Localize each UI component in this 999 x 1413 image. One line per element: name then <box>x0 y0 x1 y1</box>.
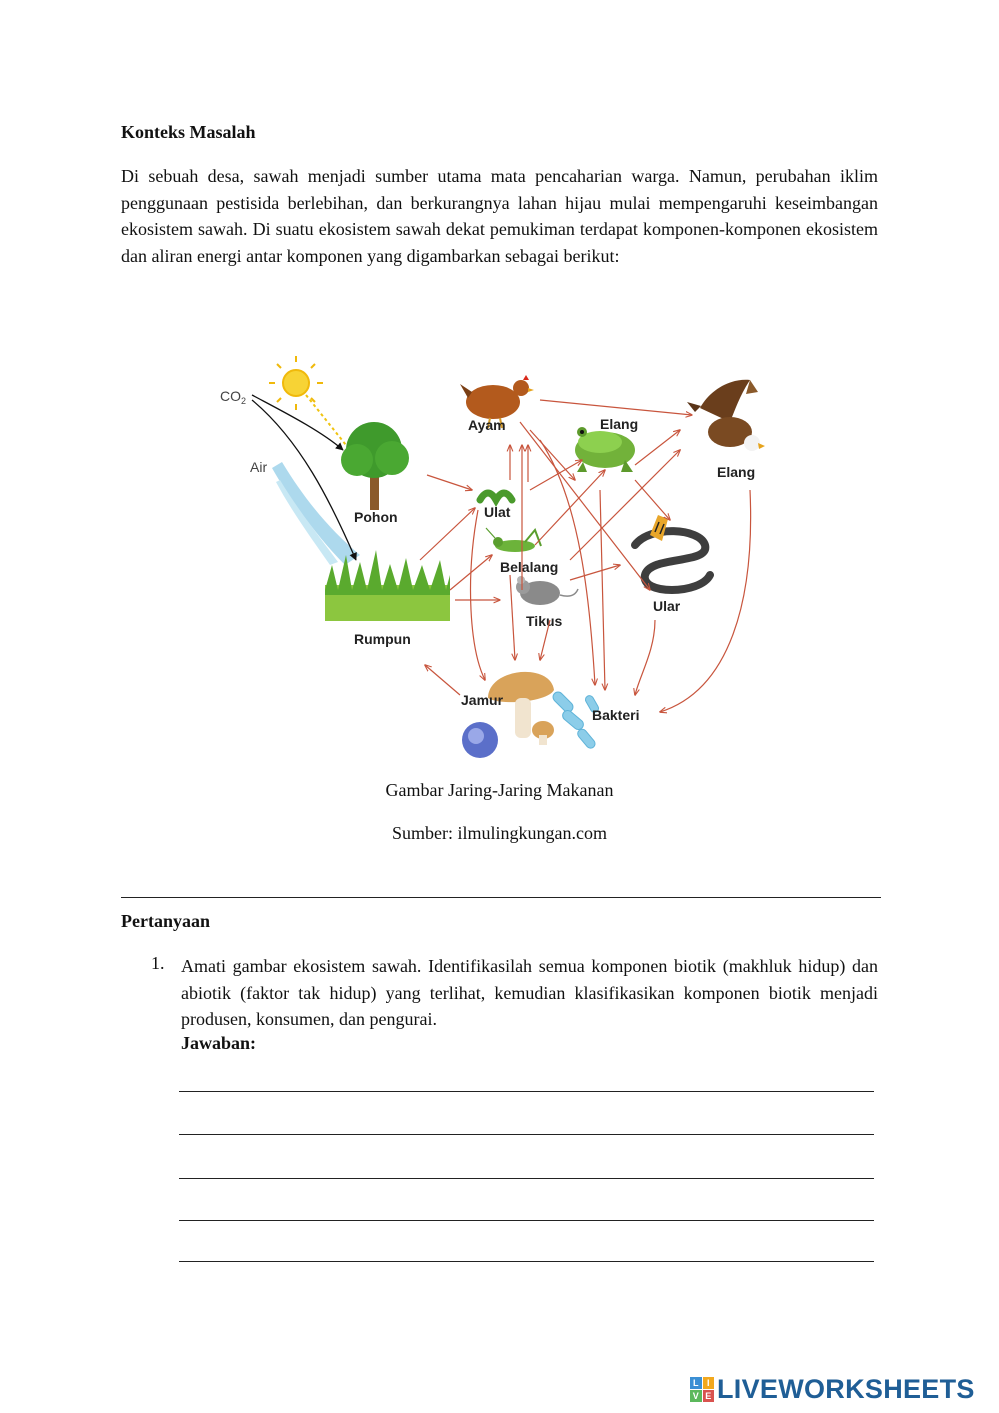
diagram-source: Sumber: ilmulingkungan.com <box>392 823 607 843</box>
questions-title: Pertanyaan <box>121 911 210 931</box>
tree-icon <box>341 422 409 510</box>
diagram-caption: Gambar Jaring-Jaring Makanan <box>385 780 614 800</box>
liveworksheets-name: LIVEWORKSHEETS <box>717 1373 975 1404</box>
answer-line[interactable] <box>179 1261 874 1262</box>
frog-icon <box>575 427 635 472</box>
ular-label: Ular <box>653 598 681 614</box>
elang-frog-label: Elang <box>600 416 639 432</box>
context-paragraph: Di sebuah desa, sawah menjadi sumber utama mata pencaharian warga. Namun, perubahan iklim penggunaan pestisida berlebihan, dan berkurangnya lahan hijau mulai mempengaruhi keseimbangan ekosistem sawah. Di suatu ekosistem sawah dekat pemukiman terdapat komponen-komponen ekosistem dan aliran energi antar komponen yang digambarkan sebagai berikut: <box>121 166 878 266</box>
ulat-label: Ulat <box>484 504 511 520</box>
section-divider <box>121 897 881 898</box>
elang-label: Elang <box>717 464 756 480</box>
sun-icon <box>269 356 323 410</box>
context-title: Konteks Masalah <box>121 122 256 142</box>
answer-line[interactable] <box>179 1178 874 1179</box>
answer-line[interactable] <box>179 1220 874 1221</box>
rumpun-label: Rumpun <box>354 631 411 647</box>
answer-label: Jawaban: <box>181 1033 257 1053</box>
caterpillar-icon <box>480 493 512 500</box>
ayam-label: Ayam <box>468 417 506 433</box>
water-icon <box>272 462 360 565</box>
jamur-label: Jamur <box>461 692 504 708</box>
liveworksheets-brand <box>690 1372 975 1406</box>
snake-icon <box>635 515 710 590</box>
grasshopper-icon <box>486 528 541 552</box>
mouse-icon <box>516 576 578 605</box>
answer-line[interactable] <box>179 1091 874 1092</box>
belalang-label: Belalang <box>500 559 559 575</box>
microbe-icon <box>462 722 498 758</box>
food-web-diagram <box>210 350 790 760</box>
air-label: Air <box>250 459 268 475</box>
question-number: 1. <box>151 953 165 973</box>
co2-label: $CO_2$ <box>220 388 247 406</box>
liveworksheets-logo-icon: L I V E <box>690 1377 714 1401</box>
answer-line[interactable] <box>179 1134 874 1135</box>
mushroom-icon <box>488 672 554 745</box>
bakteri-label: Bakteri <box>592 707 640 723</box>
eagle-icon <box>687 380 765 451</box>
question-text: Amati gambar ekosistem sawah. Identifikasilah semua komponen biotik (makhluk hidup) dan abiotik (faktor tak hidup) yang terlihat, kemudian klasifikasikan komponen biotik menjadi produsen, konsumen, dan pengurai. <box>181 956 878 1029</box>
tikus-label: Tikus <box>526 613 563 629</box>
pohon-label: Pohon <box>354 509 398 525</box>
